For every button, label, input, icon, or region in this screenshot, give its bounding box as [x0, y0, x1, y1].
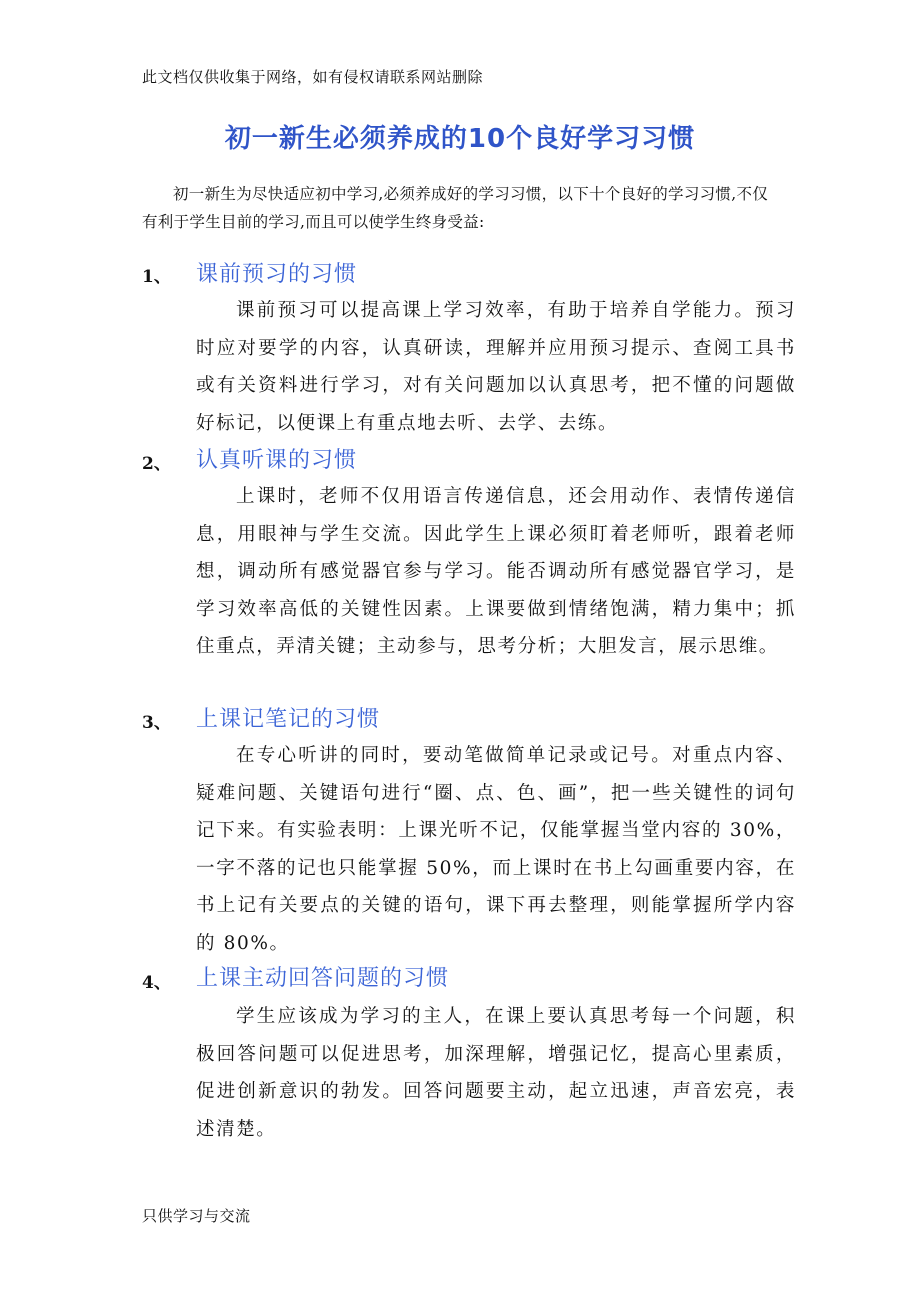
section-1-title: 课前预习的习惯	[196, 262, 358, 287]
footer-note: 只供学习与交流	[142, 1207, 251, 1225]
section-4-title: 上课主动回答问题的习惯	[196, 966, 450, 991]
section-3-number: 3、	[142, 713, 171, 733]
section-2-number: 2、	[142, 454, 171, 474]
section-4-body: 学生应该成为学习的主人，在课上要认真思考每一个问题，积极回答问题可以促进思考，加深理解，增强记忆，提高心里素质，促进创新意识的勃发。回答问题要主动，起立迅速，声音宏亮，表述清楚。	[196, 1006, 796, 1140]
section-4-number: 4、	[142, 973, 171, 993]
section-1-body: 课前预习可以提高课上学习效率，有助于培养自学能力。预习时应对要学的内容，认真研读，理解并应用预习提示、查阅工具书或有关资料进行学习，对有关问题加以认真思考，把不懂的问题做好标记，以便课上有重点地去听、去学、去练。	[196, 300, 796, 434]
section-3-title: 上课记笔记的习惯	[196, 707, 381, 732]
section-2-body: 上课时，老师不仅用语言传递信息，还会用动作、表情传递信息，用眼神与学生交流。因此学生上课必须盯着老师听，跟着老师想，调动所有感觉器官参与学习。能否调动所有感觉器官学习，是学习效率高低的关键性因素。上课要做到情绪饱满，精力集中；抓住重点，弄清关键；主动参与，思考分析；大胆发言，展示思维。	[196, 486, 796, 657]
section-2-title: 认真听课的习惯	[196, 448, 358, 473]
section-1-number: 1、	[142, 267, 171, 287]
document-title: 初一新生必须养成的10个良好学习习惯	[224, 124, 696, 154]
header-disclaimer: 此文档仅供收集于网络，如有侵权请联系网站删除	[142, 68, 484, 86]
intro-paragraph: 初一新生为尽快适应初中学习,必须养成好的学习习惯，以下十个良好的学习习惯,不仅有利于学生目前的学习,而且可以使学生终身受益:	[142, 185, 769, 231]
section-3-body: 在专心听讲的同时，要动笔做简单记录或记号。对重点内容、疑难问题、关键语句进行“圈、点、色、画”，把一些关键性的词句记下来。有实验表明：上课光听不记，仅能掌握当堂内容的 30%，一字不落的记也只能掌握 50%，而上课时在书上勾画重要内容，在书上记有关要点的关键的语句，课下再去整理，则能掌握所学内容的 80%。	[196, 745, 796, 954]
